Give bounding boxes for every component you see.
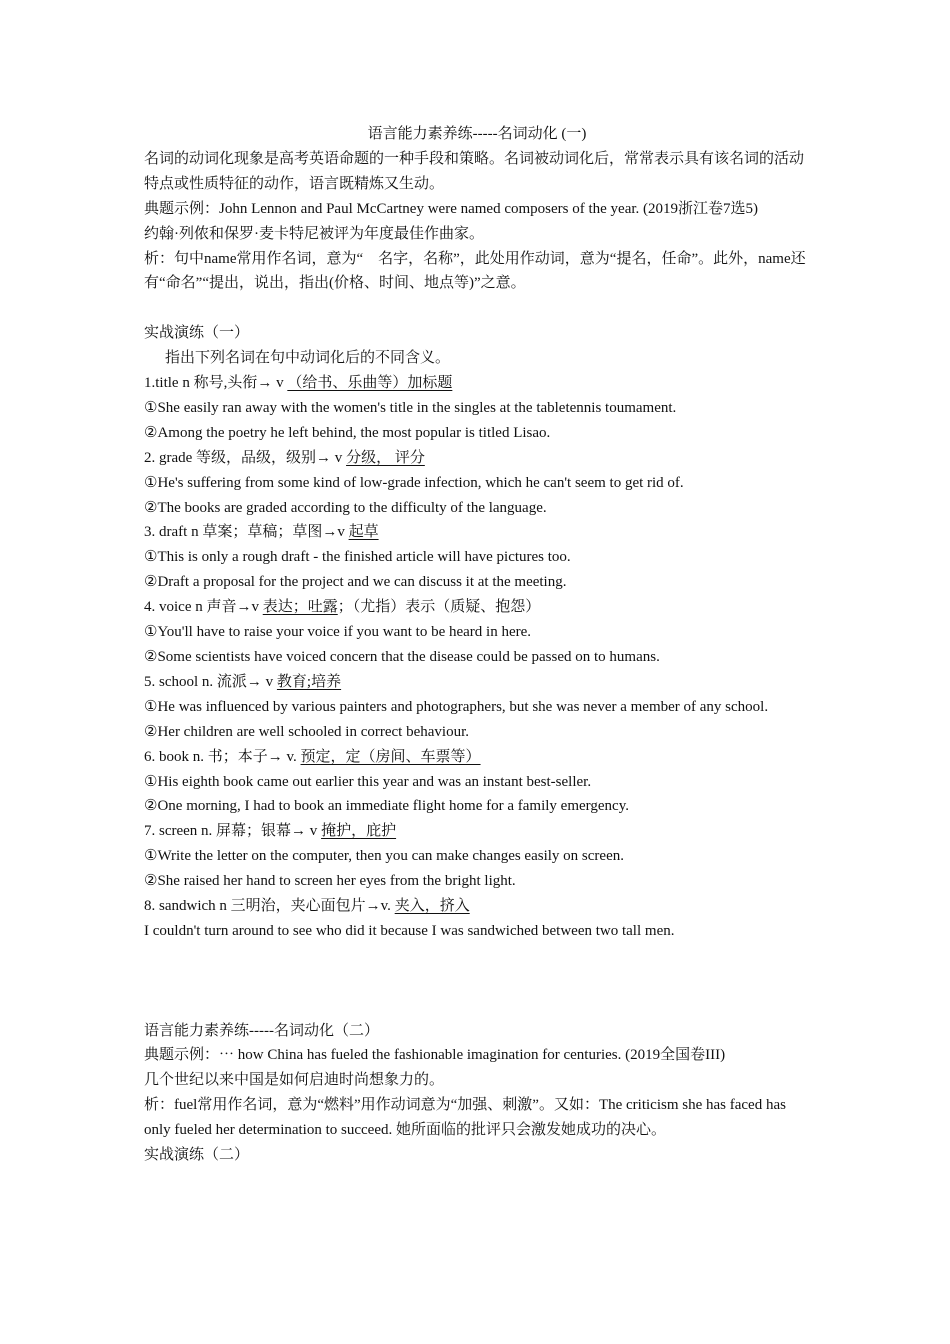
section-1-title: 语言能力素养练-----名词动化 (一) — [367, 126, 587, 142]
example-translation-2: 几个世纪以来中国是如何启迪时尚想象力的。 — [144, 1072, 445, 1089]
practice-instruction: 指出下列名词在句中动词化后的不同含义。 — [165, 350, 451, 367]
practice-item-heading — [144, 595, 810, 620]
example-sentence: 典题示例：John Lennon and Paul McCartney were named composers of the year. (2019浙江卷7选5) — [144, 200, 759, 217]
practice-item-heading — [144, 446, 810, 471]
example-usage-sentence: ①This is only a rough draft - the finished article will have pictures too. — [144, 549, 571, 566]
example-usage-sentence: ②Among the poetry he left behind, the most popular is titled Lisao. — [144, 424, 551, 441]
example-usage-sentence: ②Her children are well schooled in correct behaviour. — [144, 723, 469, 740]
practice-2-heading: 实战演练（二） — [144, 1147, 250, 1164]
example-usage-sentence: ①He's suffering from some kind of low-grade infection, which he can't seem to get rid of. — [144, 474, 684, 491]
item-noun-definition: 2. grade 等级，品级，级别→ v — [144, 449, 347, 466]
example-usage-sentence: I couldn't turn around to see who did it because I was sandwiched between two tall men. — [144, 922, 675, 939]
intro-paragraph: 名词的动词化现象是高考英语命题的一种手段和策略。名词被动词化后，常常表示具有该名词的活动特点或性质特征的动作，语言既精炼又生动。 — [144, 150, 805, 192]
item-answer-underlined: 表达；吐露 — [262, 599, 338, 616]
practice-item-heading — [144, 819, 810, 844]
document-page — [144, 122, 810, 1168]
section-2-title: 语言能力素养练-----名词动化（二） — [144, 1022, 379, 1039]
example-translation: 约翰·列侬和保罗·麦卡特尼被评为年度最佳作曲家。 — [144, 225, 484, 242]
item-noun-definition: 5. school n. 流派→ v — [144, 673, 277, 690]
item-noun-definition: 6. book n. 书；本子→ v. — [144, 748, 301, 765]
item-answer-underlined: （给书、乐曲等）加标题 — [287, 375, 453, 392]
practice-1-heading: 实战演练（一） — [144, 325, 250, 342]
example-usage-sentence: ①She easily ran away with the women's title in the singles at the tabletennis toumament. — [144, 399, 677, 416]
practice-item-heading — [144, 371, 810, 396]
example-usage-sentence: ②The books are graded according to the difficulty of the language. — [144, 499, 547, 516]
practice-item-list — [144, 371, 810, 944]
practice-item-heading — [144, 745, 810, 770]
practice-item-heading — [144, 520, 810, 545]
example-usage-sentence: ①You'll have to raise your voice if you want to be heard in here. — [144, 624, 532, 641]
practice-item-heading — [144, 670, 810, 695]
example-usage-sentence: ①Write the letter on the computer, then you can make changes easily on screen. — [144, 848, 624, 865]
item-noun-definition: 3. draft n 草案；草稿；草图→v — [144, 524, 349, 541]
item-answer-underlined: 起草 — [348, 524, 379, 541]
example-usage-sentence: ①He was influenced by various painters and photographers, but she was never a member of any school. — [144, 698, 769, 715]
item-noun-definition: 8. sandwich n 三明治，夹心面包片→v. — [144, 898, 395, 915]
item-answer-underlined: 预定，定（房间、车票等） — [300, 748, 481, 765]
item-answer-underlined: 分级， 评分 — [346, 449, 425, 466]
example-sentence-2: 典题示例：⋯ how China has fueled the fashionable imagination for centuries. (2019全国卷III) — [144, 1047, 726, 1064]
practice-item-heading — [144, 894, 810, 919]
item-answer-underlined: 掩护，庇护 — [321, 823, 397, 840]
item-answer-underlined: 教育;培养 — [276, 673, 342, 690]
item-answer-underlined: 夹入，挤入 — [394, 898, 470, 915]
item-noun-definition: 7. screen n. 屏幕；银幕→ v — [144, 823, 322, 840]
example-usage-sentence: ②She raised her hand to screen her eyes from the bright light. — [144, 873, 516, 890]
analysis-paragraph-2: 析：fuel常用作名词，意为“燃料”用作动词意为“加强、刺激”。又如：The criticism she has faced has only fueled her determination to succeed. 她所面临的批评只会激发她成功的决心。 — [144, 1097, 786, 1139]
item-noun-definition: 1.title n 称号,头衔→ v — [144, 375, 288, 392]
item-extra-meaning: ；（尤指）表示（质疑、抱怨） — [337, 599, 541, 616]
example-usage-sentence: ①His eighth book came out earlier this year and was an instant best-seller. — [144, 773, 592, 790]
example-usage-sentence: ②Some scientists have voiced concern that the disease could be passed on to humans. — [144, 649, 660, 666]
example-usage-sentence: ②Draft a proposal for the project and we can discuss it at the meeting. — [144, 574, 567, 591]
item-noun-definition: 4. voice n 声音→v — [144, 599, 263, 616]
analysis-paragraph: 析：句中name常用作名词，意为“ 名字，名称”，此处用作动词，意为“提名，任命”。此外，name还有“命名”“提出，说出，指出(价格、时间、地点等)”之意。 — [144, 250, 806, 292]
example-usage-sentence: ②One morning, I had to book an immediate flight home for a family emergency. — [144, 798, 629, 815]
